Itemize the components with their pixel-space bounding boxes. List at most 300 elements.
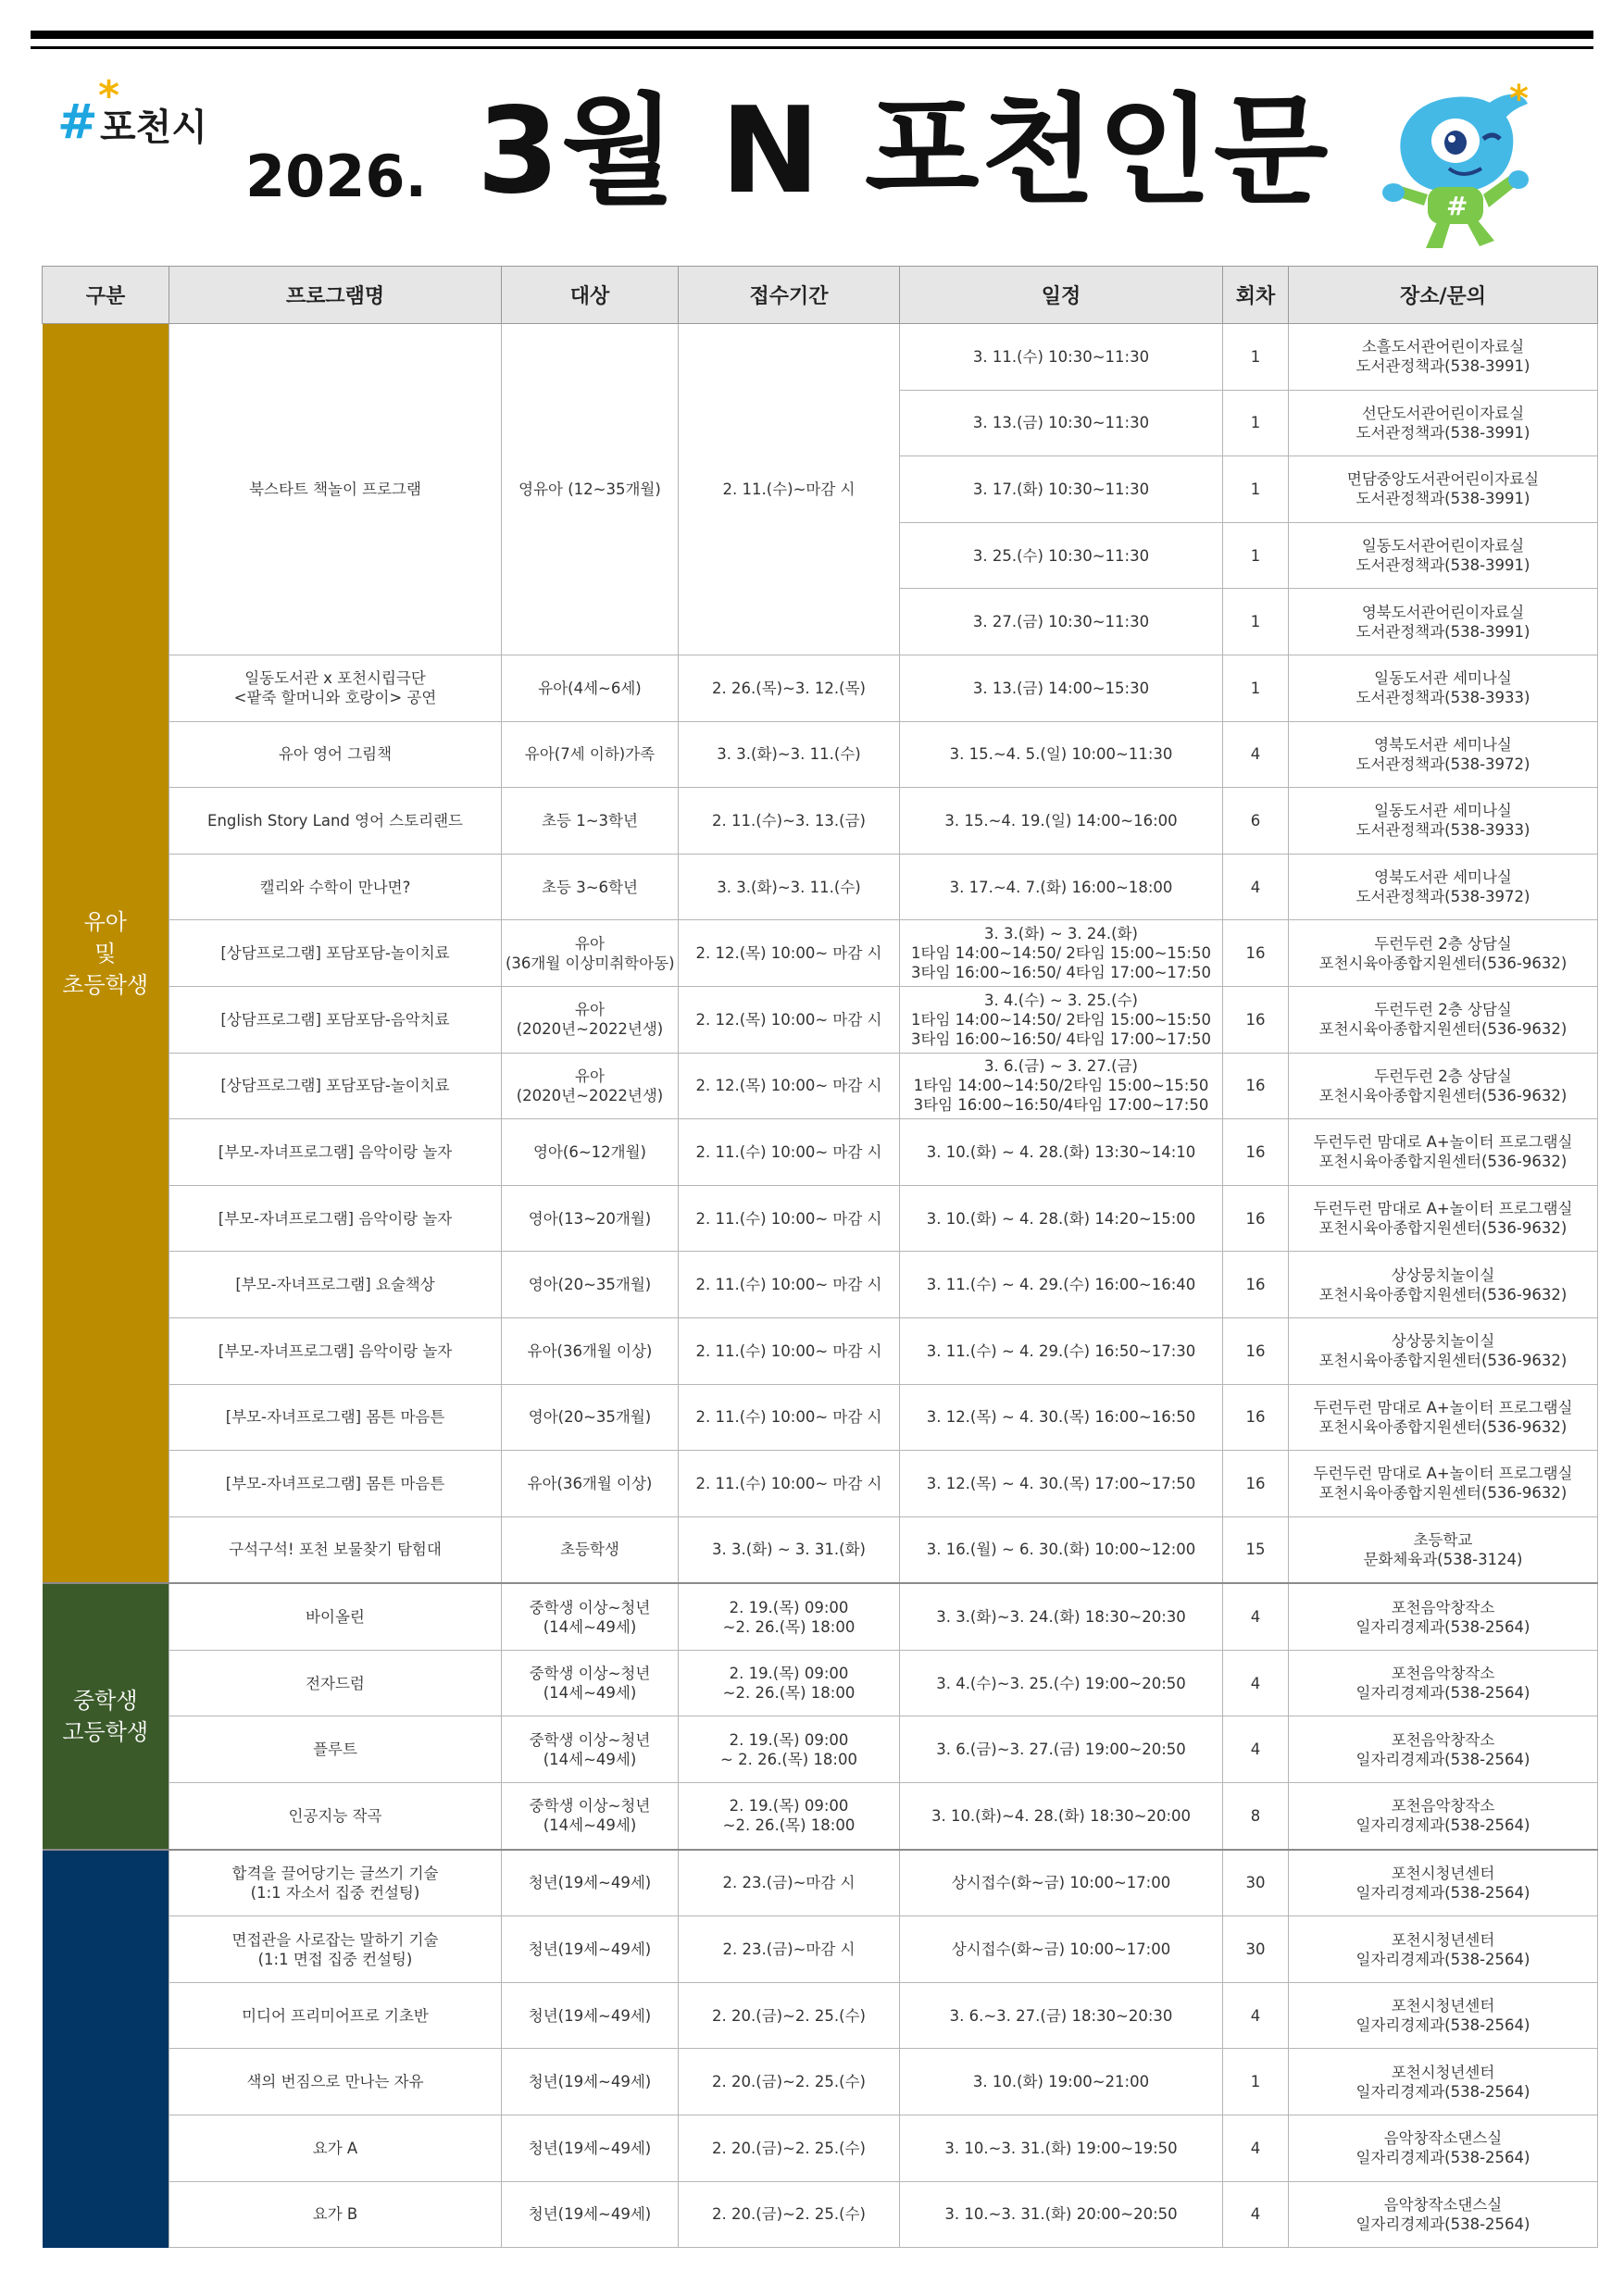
schedule-cell [900, 1384, 1223, 1451]
place-cell-line: 일자리경제과(538-2564) [1355, 1684, 1530, 1703]
program-name-cell-line: [부모-자녀프로그램] 몸튼 마음튼 [225, 1474, 445, 1492]
target-cell-line: 중학생 이상~청년 [529, 1730, 651, 1749]
program-name-cell [169, 1451, 502, 1517]
place-cell-line: 포천음악창작소 [1391, 1598, 1495, 1616]
table-row [43, 324, 1598, 391]
period-cell-line: 3. 3.(화)~3. 11.(수) [717, 745, 861, 764]
target-cell [502, 2115, 679, 2182]
target-cell [502, 1185, 679, 1252]
schedule-cell-line: 3. 11.(수) ~ 4. 29.(수) 16:00~16:40 [926, 1276, 1196, 1294]
program-name-cell-line: 바이올린 [306, 1608, 365, 1627]
count-cell: 6 [1223, 788, 1289, 855]
target-cell-line: 중학생 이상~청년 [529, 1665, 651, 1683]
target-cell-line: 유아(36개월 이상) [527, 1474, 653, 1492]
target-cell [502, 1384, 679, 1451]
period-cell [679, 2115, 900, 2182]
target-cell-line: 청년(19세~49세) [528, 1940, 652, 1959]
period-cell [679, 1451, 900, 1517]
program-name-cell-line: <팥죽 할머니와 호랑이> 공연 [233, 689, 437, 707]
count-cell: 16 [1223, 1384, 1289, 1451]
period-cell [679, 1916, 900, 1983]
city-logo [57, 72, 215, 165]
place-cell-line: 도서관정책과(538-3991) [1355, 490, 1530, 508]
program-name-cell [169, 1252, 502, 1318]
place-cell [1289, 522, 1598, 589]
period-cell-line: 2. 19.(목) 09:00 [729, 1730, 849, 1749]
program-name-cell-line: [상담프로그램] 포담포담-놀이치료 [220, 1077, 450, 1095]
schedule-cell-line: 3. 13.(금) 10:30~11:30 [972, 414, 1150, 432]
table-row [43, 1317, 1598, 1384]
target-cell [502, 1252, 679, 1318]
place-cell-line: 두런두런 2층 상담실 [1374, 934, 1512, 953]
target-cell-line: (2020년~2022년생) [516, 1086, 664, 1104]
target-cell-line: 영아(13~20개월) [528, 1209, 652, 1228]
place-cell [1289, 1384, 1598, 1451]
logo-star: * [98, 72, 120, 119]
place-cell-line: 포천시청년센터 [1391, 1930, 1495, 1949]
table-row [43, 2115, 1598, 2182]
place-cell [1289, 390, 1598, 456]
program-name-cell-line: 요가 A [312, 2139, 358, 2157]
target-cell [502, 1982, 679, 2049]
program-name-cell [169, 920, 502, 987]
place-cell [1289, 1317, 1598, 1384]
schedule-cell [900, 1185, 1223, 1252]
schedule-cell [900, 986, 1223, 1053]
place-cell-line: 두런두런 2층 상담실 [1374, 1067, 1512, 1085]
schedule-cell [900, 655, 1223, 721]
category-cell [43, 1583, 169, 1849]
place-cell-line: 두런두런 맘대로 A+놀이터 프로그램실 [1313, 1133, 1573, 1152]
place-cell-line: 포천시청년센터 [1391, 1864, 1495, 1882]
place-cell-line: 포천시청년센터 [1391, 1997, 1495, 2015]
program-name-cell [169, 721, 502, 788]
schedule-cell [900, 1982, 1223, 2049]
place-cell-line: 선단도서관어린이자료실 [1361, 404, 1525, 422]
schedule-cell-line: 3. 12.(목) ~ 4. 30.(목) 16:00~16:50 [926, 1408, 1196, 1427]
place-cell [1289, 1053, 1598, 1119]
period-cell-line: 2. 20.(금)~2. 25.(수) [712, 2205, 866, 2224]
count-cell: 16 [1223, 1451, 1289, 1517]
target-cell [502, 1317, 679, 1384]
place-cell-line: 도서관정책과(538-3991) [1355, 423, 1530, 442]
target-cell-line: 유아 [575, 1067, 605, 1085]
schedule-cell-line: 3. 4.(수)~3. 25.(수) 19:00~20:50 [936, 1674, 1186, 1692]
table-row [43, 1916, 1598, 1983]
schedule-cell [900, 456, 1223, 523]
mascot-figure [1382, 94, 1529, 248]
schedule-cell [900, 2181, 1223, 2248]
logo-hash: # [57, 94, 98, 150]
place-cell-line: 도서관정책과(538-3991) [1355, 556, 1530, 575]
place-cell-line: 상상뭉치놀이실 [1391, 1332, 1495, 1351]
target-cell-line: 유아 [575, 1001, 605, 1019]
schedule-cell-line: 3. 11.(수) 10:30~11:30 [972, 347, 1150, 366]
period-cell-line: 2. 11.(수) 10:00~ 마감 시 [695, 1142, 882, 1161]
table-row [43, 1451, 1598, 1517]
program-name-cell-line: (1:1 자소서 집중 컨설팅) [250, 1883, 420, 1902]
category-cell [43, 1850, 169, 2248]
place-cell-line: 도서관정책과(538-3933) [1355, 821, 1530, 840]
count-cell: 4 [1223, 721, 1289, 788]
target-cell [502, 1451, 679, 1517]
count-cell: 4 [1223, 1716, 1289, 1783]
table-row [43, 2049, 1598, 2115]
place-cell-line: 도서관정책과(538-3972) [1355, 755, 1530, 773]
period-cell [679, 1185, 900, 1252]
target-cell-line: 유아(4세~6세) [538, 679, 642, 697]
top-rule-thin [31, 46, 1593, 49]
program-name-cell [169, 1384, 502, 1451]
place-cell-line: 포천음악창작소 [1391, 1797, 1495, 1816]
header-year: 2026. [245, 143, 428, 210]
program-name-cell-line: 유아 영어 그림책 [278, 745, 393, 764]
place-cell-line: 영북도서관어린이자료실 [1361, 603, 1525, 621]
table-row [43, 1850, 1598, 1916]
category-label: 중학생 [72, 1687, 138, 1714]
program-name-cell-line: [부모-자녀프로그램] 요술책상 [235, 1276, 435, 1294]
place-cell [1289, 1716, 1598, 1783]
period-cell-line: 2. 23.(금)~마감 시 [722, 1940, 856, 1959]
place-cell [1289, 1982, 1598, 2049]
period-cell [679, 1783, 900, 1850]
table-row [43, 986, 1598, 1053]
place-cell-line: 일동도서관 세미나실 [1374, 802, 1512, 820]
program-name-cell [169, 1650, 502, 1716]
program-name-cell [169, 655, 502, 721]
schedule-cell [900, 1583, 1223, 1650]
count-cell: 1 [1223, 390, 1289, 456]
period-cell-line: 2. 12.(목) 10:00~ 마감 시 [695, 1010, 882, 1029]
col-header-period: 접수기간 [679, 267, 900, 324]
target-cell-line: 영아(6~12개월) [533, 1142, 646, 1161]
target-cell-line: 청년(19세~49세) [528, 2205, 652, 2224]
target-cell-line: 중학생 이상~청년 [529, 1598, 651, 1616]
period-cell [679, 655, 900, 721]
schedule-cell [900, 2115, 1223, 2182]
schedule-cell-line: 1타임 14:00~14:50/ 2타임 15:00~15:50 [911, 1010, 1211, 1029]
schedule-cell [900, 1451, 1223, 1517]
category-cell [43, 324, 169, 1584]
period-cell [679, 1716, 900, 1783]
period-cell-line: 2. 19.(목) 09:00 [729, 1665, 849, 1683]
target-cell-line: 유아(36개월 이상) [527, 1341, 653, 1360]
program-name-cell-line: 인공지능 작곡 [288, 1806, 382, 1825]
schedule-cell-line: 3. 25.(수) 10:30~11:30 [972, 546, 1150, 565]
schedule-cell [900, 1119, 1223, 1186]
place-cell [1289, 1451, 1598, 1517]
program-table-body [43, 324, 1598, 2248]
target-cell [502, 2049, 679, 2115]
count-cell: 4 [1223, 2115, 1289, 2182]
period-cell-line: ~2. 26.(목) 18:00 [722, 1816, 856, 1835]
target-cell [502, 920, 679, 987]
schedule-cell-line: 3. 17.~4. 7.(화) 16:00~18:00 [949, 878, 1173, 896]
target-cell-line: 청년(19세~49세) [528, 1874, 652, 1892]
schedule-cell [900, 920, 1223, 987]
place-cell [1289, 721, 1598, 788]
place-cell-line: 일자리경제과(538-2564) [1355, 2149, 1530, 2167]
logo-name: 포천시 [100, 106, 207, 149]
period-cell [679, 2049, 900, 2115]
program-name-cell [169, 1185, 502, 1252]
target-cell-line: 초등학생 [560, 1541, 619, 1559]
program-name-cell [169, 2181, 502, 2248]
schedule-cell-line: 3. 17.(화) 10:30~11:30 [972, 480, 1150, 498]
place-cell-line: 포천시청년센터 [1391, 2063, 1495, 2081]
count-cell: 1 [1223, 589, 1289, 655]
program-name-cell [169, 2115, 502, 2182]
count-cell: 16 [1223, 986, 1289, 1053]
count-cell: 1 [1223, 655, 1289, 721]
target-cell [502, 2181, 679, 2248]
place-cell-line: 일자리경제과(538-2564) [1355, 1816, 1530, 1835]
period-cell-line: 2. 11.(수) 10:00~ 마감 시 [695, 1341, 882, 1360]
target-cell [502, 1516, 679, 1583]
period-cell [679, 986, 900, 1053]
schedule-cell-line: 3. 3.(화)~3. 24.(화) 18:30~20:30 [936, 1608, 1186, 1627]
col-header-program: 프로그램명 [169, 267, 502, 324]
period-cell-line: 2. 11.(수)~3. 13.(금) [712, 811, 866, 830]
target-cell [502, 1783, 679, 1850]
period-cell [679, 854, 900, 920]
period-cell-line: 2. 11.(수) 10:00~ 마감 시 [695, 1209, 882, 1228]
program-name-cell-line: [상담프로그램] 포담포담-음악치료 [220, 1010, 450, 1029]
program-name-cell [169, 1716, 502, 1783]
schedule-cell [900, 854, 1223, 920]
program-name-cell [169, 1916, 502, 1983]
target-cell-line: 유아 [575, 934, 605, 953]
schedule-cell [900, 390, 1223, 456]
place-cell [1289, 1783, 1598, 1850]
target-cell-line: 중학생 이상~청년 [529, 1797, 651, 1816]
period-cell [679, 1850, 900, 1916]
schedule-cell-line: 3. 10.(화)~4. 28.(화) 18:30~20:00 [931, 1806, 1192, 1825]
category-label: 고등학생 [62, 1718, 149, 1745]
target-cell [502, 1119, 679, 1186]
schedule-cell-line: 3. 10.(화) 19:00~21:00 [972, 2073, 1150, 2091]
program-name-cell [169, 324, 502, 655]
table-row [43, 1583, 1598, 1650]
col-header-schedule: 일정 [900, 267, 1223, 324]
schedule-cell [900, 1053, 1223, 1119]
schedule-cell-line: 3. 6.~3. 27.(금) 18:30~20:30 [949, 2006, 1173, 2025]
schedule-cell [900, 1916, 1223, 1983]
program-name-cell-line: 플루트 [313, 1741, 357, 1759]
place-cell-line: 영북도서관 세미나실 [1374, 735, 1512, 754]
place-cell-line: 일자리경제과(538-2564) [1355, 1617, 1530, 1636]
table-row [43, 1716, 1598, 1783]
table-row [43, 1252, 1598, 1318]
place-cell [1289, 1252, 1598, 1318]
schedule-cell [900, 1650, 1223, 1716]
schedule-cell [900, 1516, 1223, 1583]
target-cell-line: (14세~49세) [543, 1750, 637, 1768]
period-cell [679, 788, 900, 855]
period-cell-line: 2. 11.(수)~마감 시 [722, 480, 856, 498]
program-name-cell-line: 색의 번짐으로 만나는 자유 [246, 2073, 424, 2091]
count-cell: 1 [1223, 522, 1289, 589]
table-row [43, 1516, 1598, 1583]
target-cell-line: 초등 3~6학년 [542, 878, 638, 896]
target-cell [502, 324, 679, 655]
category-label: 및 [94, 940, 117, 967]
page-title: 3월 N 포천인문 [477, 82, 1330, 220]
place-cell [1289, 788, 1598, 855]
target-cell [502, 1916, 679, 1983]
place-cell-line: 상상뭉치놀이실 [1391, 1266, 1495, 1284]
period-cell [679, 1516, 900, 1583]
period-cell-line: 2. 19.(목) 09:00 [729, 1797, 849, 1816]
table-row [43, 1384, 1598, 1451]
program-name-cell-line: 요가 B [312, 2205, 358, 2224]
place-cell-line: 일자리경제과(538-2564) [1355, 1950, 1530, 1968]
schedule-cell-line: 1타임 14:00~14:50/ 2타임 15:00~15:50 [911, 944, 1211, 963]
place-cell-line: 도서관정책과(538-3991) [1355, 622, 1530, 641]
target-cell-line: 유아(7세 이하)가족 [524, 745, 656, 764]
place-cell-line: 일자리경제과(538-2564) [1355, 2082, 1530, 2101]
program-name-cell [169, 1783, 502, 1850]
place-cell [1289, 1583, 1598, 1650]
place-cell [1289, 854, 1598, 920]
place-cell-line: 두런두런 맘대로 A+놀이터 프로그램실 [1313, 1465, 1573, 1483]
schedule-cell-line: 3. 10.~3. 31.(화) 19:00~19:50 [944, 2139, 1178, 2157]
period-cell [679, 1384, 900, 1451]
place-cell-line: 포천시육아종합지원센터(536-9632) [1318, 1153, 1568, 1171]
place-cell-line: 포천시육아종합지원센터(536-9632) [1318, 1417, 1568, 1436]
place-cell-line: 도서관정책과(538-3972) [1355, 888, 1530, 906]
place-cell [1289, 655, 1598, 721]
schedule-cell [900, 788, 1223, 855]
place-cell-line: 일자리경제과(538-2564) [1355, 2016, 1530, 2035]
target-cell [502, 1583, 679, 1650]
count-cell: 4 [1223, 1982, 1289, 2049]
place-cell-line: 도서관정책과(538-3991) [1355, 357, 1530, 376]
table-row [43, 1783, 1598, 1850]
place-cell [1289, 2115, 1598, 2182]
program-name-cell [169, 2049, 502, 2115]
table-row [43, 2181, 1598, 2248]
table-row [43, 1185, 1598, 1252]
target-cell [502, 986, 679, 1053]
schedule-cell [900, 589, 1223, 655]
target-cell [502, 1850, 679, 1916]
place-cell [1289, 1516, 1598, 1583]
target-cell-line: 영유아 (12~35개월) [518, 480, 661, 498]
period-cell-line: 2. 20.(금)~2. 25.(수) [712, 2073, 866, 2091]
place-cell-line: 초등학교 [1413, 1530, 1473, 1549]
category-label: 유아 [83, 908, 127, 935]
table-row [43, 1053, 1598, 1119]
program-name-cell-line: (1:1 면접 집중 컨설팅) [257, 1950, 413, 1968]
count-cell: 16 [1223, 1119, 1289, 1186]
period-cell [679, 721, 900, 788]
schedule-cell-line: 3. 6.(금) ~ 3. 27.(금) [984, 1057, 1138, 1076]
period-cell-line: 2. 19.(목) 09:00 [729, 1598, 849, 1616]
table-row [43, 721, 1598, 788]
col-header-category: 구분 [43, 267, 169, 324]
period-cell-line: 2. 11.(수) 10:00~ 마감 시 [695, 1408, 882, 1427]
place-cell-line: 일자리경제과(538-2564) [1355, 2215, 1530, 2233]
period-cell-line: ~2. 26.(목) 18:00 [722, 1617, 856, 1636]
place-cell [1289, 986, 1598, 1053]
schedule-cell-line: 3. 15.~4. 19.(일) 14:00~16:00 [944, 811, 1178, 830]
target-cell-line: (36개월 이상미취학아동) [506, 954, 675, 972]
schedule-cell [900, 2049, 1223, 2115]
place-cell-line: 포천시육아종합지원센터(536-9632) [1318, 1219, 1568, 1238]
program-name-cell-line: [상담프로그램] 포담포담-놀이치료 [220, 944, 450, 963]
program-name-cell-line: [부모-자녀프로그램] 몸튼 마음튼 [225, 1408, 445, 1427]
place-cell-line: 포천음악창작소 [1391, 1730, 1495, 1749]
place-cell [1289, 1850, 1598, 1916]
program-name-cell [169, 1119, 502, 1186]
schedule-cell-line: 3. 15.~4. 5.(일) 10:00~11:30 [949, 745, 1173, 764]
period-cell-line: 2. 20.(금)~2. 25.(수) [712, 2006, 866, 2025]
table-row [43, 920, 1598, 987]
place-cell-line: 두런두런 맘대로 A+놀이터 프로그램실 [1313, 1200, 1573, 1218]
place-cell-line: 소흘도서관어린이자료실 [1361, 338, 1525, 356]
col-header-target: 대상 [502, 267, 679, 324]
category-label: 초등학생 [62, 971, 149, 998]
table-row [43, 1119, 1598, 1186]
count-cell: 16 [1223, 1185, 1289, 1252]
program-name-cell [169, 986, 502, 1053]
place-cell-line: 음악창작소댄스실 [1383, 2195, 1503, 2214]
period-cell [679, 324, 900, 655]
schedule-cell [900, 522, 1223, 589]
program-name-cell [169, 854, 502, 920]
program-table [42, 266, 1598, 2248]
period-cell [679, 1119, 900, 1186]
schedule-cell-line: 3. 10.(화) ~ 4. 28.(화) 13:30~14:10 [926, 1142, 1196, 1161]
top-rule-thick [31, 31, 1593, 39]
program-name-cell [169, 1583, 502, 1650]
target-cell-line: 영아(20~35개월) [528, 1408, 652, 1427]
col-header-place: 장소/문의 [1289, 267, 1598, 324]
period-cell [679, 1650, 900, 1716]
target-cell-line: (2020년~2022년생) [516, 1020, 664, 1039]
program-name-cell [169, 1850, 502, 1916]
count-cell: 4 [1223, 2181, 1289, 2248]
mascot-star: * [1509, 83, 1529, 120]
target-cell-line: 영아(20~35개월) [528, 1276, 652, 1294]
place-cell-line: 문화체육과(538-3124) [1363, 1550, 1523, 1568]
place-cell [1289, 2181, 1598, 2248]
table-row [43, 1650, 1598, 1716]
period-cell-line: 2. 20.(금)~2. 25.(수) [712, 2139, 866, 2157]
count-cell: 16 [1223, 1053, 1289, 1119]
place-cell-line: 포천시육아종합지원센터(536-9632) [1318, 954, 1568, 972]
schedule-cell-line: 3. 6.(금)~3. 27.(금) 19:00~20:50 [936, 1741, 1186, 1759]
place-cell [1289, 456, 1598, 523]
target-cell-line: (14세~49세) [543, 1684, 637, 1703]
place-cell-line: 음악창작소댄스실 [1383, 2129, 1503, 2148]
place-cell-line: 면담중앙도서관어린이자료실 [1346, 470, 1540, 489]
program-name-cell-line: 합격을 끌어당기는 글쓰기 기술 [231, 1864, 439, 1882]
place-cell [1289, 1916, 1598, 1983]
program-name-cell-line: 일동도서관 x 포천시립극단 [244, 669, 426, 688]
period-cell [679, 2181, 900, 2248]
period-cell-line: 2. 23.(금)~마감 시 [722, 1874, 856, 1892]
program-name-cell-line: [부모-자녀프로그램] 음악이랑 놀자 [218, 1209, 453, 1228]
count-cell: 4 [1223, 1650, 1289, 1716]
count-cell: 30 [1223, 1916, 1289, 1983]
period-cell-line: ~2. 26.(목) 18:00 [722, 1684, 856, 1703]
period-cell-line: 2. 11.(수) 10:00~ 마감 시 [695, 1474, 882, 1492]
schedule-cell-line: 3. 3.(화) ~ 3. 24.(화) [984, 925, 1138, 943]
svg-text:#: # [1446, 191, 1468, 221]
place-cell [1289, 324, 1598, 391]
